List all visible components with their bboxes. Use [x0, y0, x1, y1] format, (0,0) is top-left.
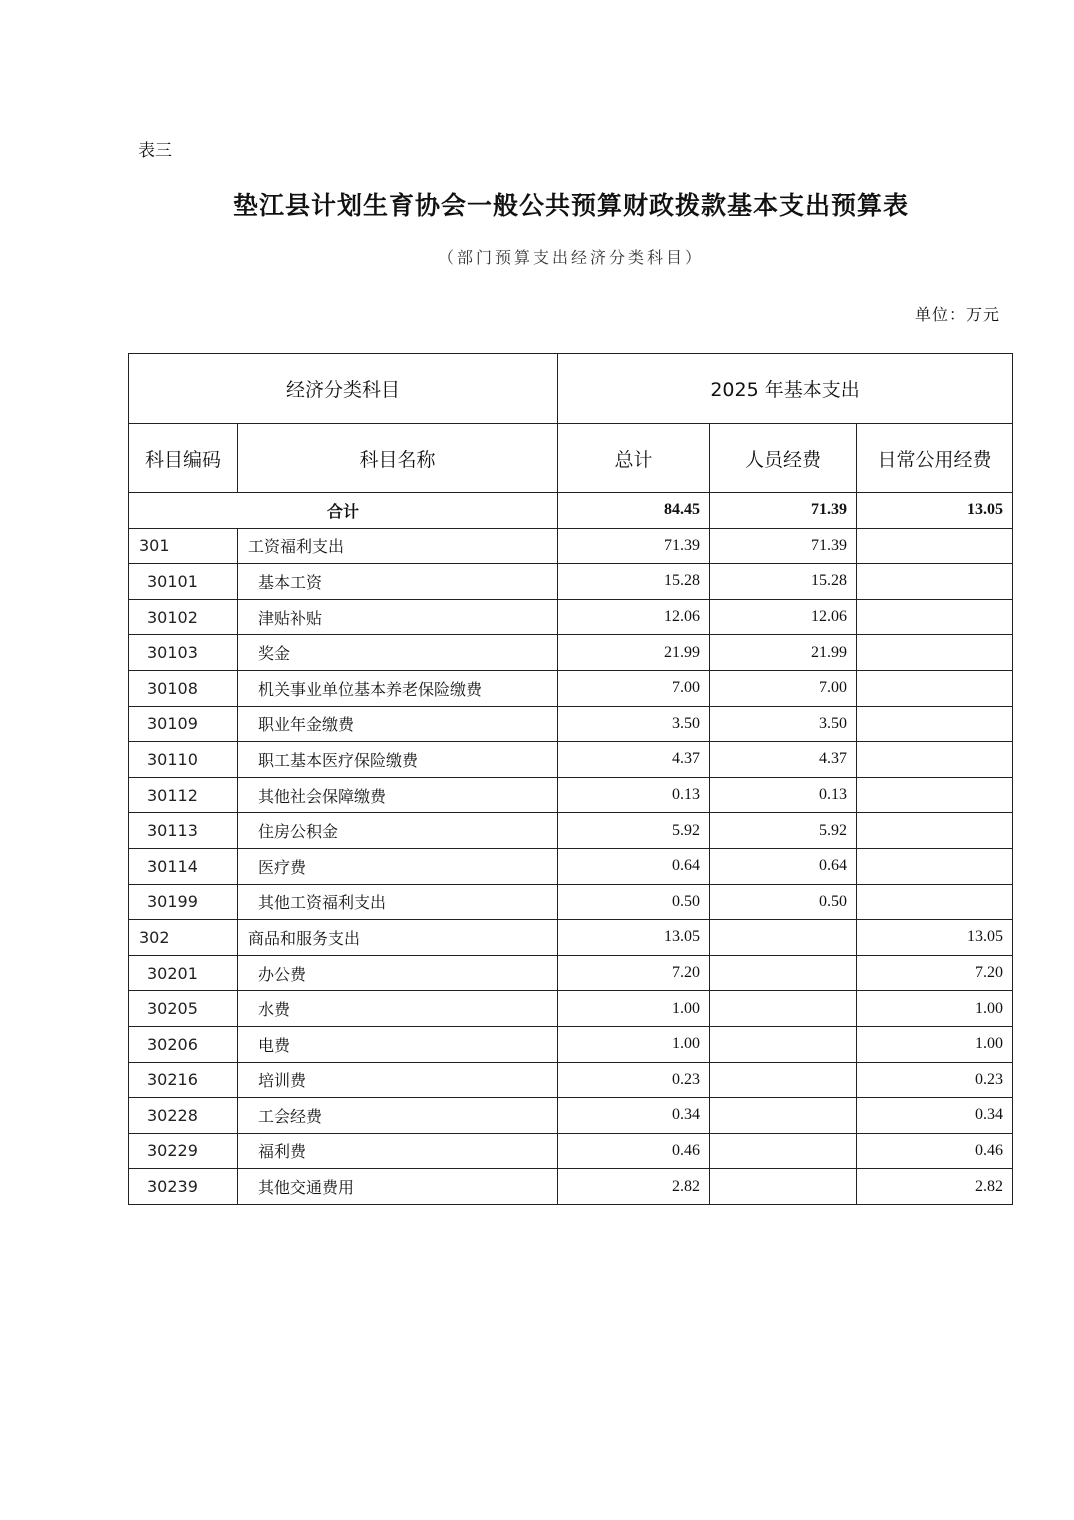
row-name: 培训费 [238, 1062, 558, 1098]
row-personnel: 5.92 [710, 813, 857, 849]
row-code: 30112 [129, 777, 238, 813]
row-name: 办公费 [238, 955, 558, 991]
table-row [129, 706, 1013, 742]
page-title: 垫江县计划生育协会一般公共预算财政拨款基本支出预算表 [232, 191, 909, 220]
row-public [857, 528, 1013, 564]
table-row [129, 955, 1013, 991]
row-name: 医疗费 [238, 848, 558, 884]
row-name: 福利费 [238, 1133, 558, 1169]
table-row [129, 1133, 1013, 1169]
row-total: 13.05 [558, 920, 710, 956]
row-personnel: 3.50 [710, 706, 857, 742]
table-row [129, 564, 1013, 600]
page-subtitle: （部门预算支出经济分类科目） [437, 248, 704, 267]
total-public: 13.05 [857, 493, 1013, 529]
row-personnel: 0.13 [710, 777, 857, 813]
row-name: 机关事业单位基本养老保险缴费 [238, 670, 558, 706]
row-name: 电费 [238, 1026, 558, 1062]
row-name: 住房公积金 [238, 813, 558, 849]
row-name: 奖金 [238, 635, 558, 671]
row-name: 其他社会保障缴费 [238, 777, 558, 813]
row-public [857, 813, 1013, 849]
row-name: 基本工资 [238, 564, 558, 600]
row-code: 30206 [129, 1026, 238, 1062]
row-personnel: 12.06 [710, 599, 857, 635]
row-code: 301 [129, 528, 238, 564]
row-personnel: 21.99 [710, 635, 857, 671]
table-row [129, 528, 1013, 564]
row-total: 1.00 [558, 1026, 710, 1062]
header-name: 科目名称 [238, 424, 558, 493]
header-econ-class: 经济分类科目 [129, 354, 558, 424]
row-total: 71.39 [558, 528, 710, 564]
row-total: 2.82 [558, 1169, 710, 1205]
row-personnel [710, 1098, 857, 1134]
unit-label: 单位：万元 [914, 305, 1000, 324]
row-personnel [710, 1169, 857, 1205]
header-personnel: 人员经费 [710, 424, 857, 493]
row-code: 30109 [129, 706, 238, 742]
row-personnel [710, 1062, 857, 1098]
budget-table [128, 353, 1013, 1205]
row-name: 水费 [238, 991, 558, 1027]
row-total: 5.92 [558, 813, 710, 849]
row-code: 30103 [129, 635, 238, 671]
row-public [857, 635, 1013, 671]
row-personnel [710, 920, 857, 956]
table-row [129, 1062, 1013, 1098]
row-personnel: 0.50 [710, 884, 857, 920]
table-row [129, 991, 1013, 1027]
row-personnel: 0.64 [710, 848, 857, 884]
row-public [857, 848, 1013, 884]
row-public [857, 777, 1013, 813]
row-total: 3.50 [558, 706, 710, 742]
table-row [129, 920, 1013, 956]
total-total: 84.45 [558, 493, 710, 529]
row-public [857, 706, 1013, 742]
row-personnel [710, 1133, 857, 1169]
row-name: 职工基本医疗保险缴费 [238, 742, 558, 778]
row-code: 30101 [129, 564, 238, 600]
header-total: 总计 [558, 424, 710, 493]
row-code: 30102 [129, 599, 238, 635]
row-name: 其他工资福利支出 [238, 884, 558, 920]
row-public: 1.00 [857, 991, 1013, 1027]
row-name: 职业年金缴费 [238, 706, 558, 742]
table-row [129, 635, 1013, 671]
row-code: 302 [129, 920, 238, 956]
row-name: 商品和服务支出 [238, 920, 558, 956]
row-public: 7.20 [857, 955, 1013, 991]
row-public [857, 564, 1013, 600]
row-public: 13.05 [857, 920, 1013, 956]
row-public [857, 599, 1013, 635]
header-code: 科目编码 [129, 424, 238, 493]
table-row [129, 742, 1013, 778]
table-row [129, 1026, 1013, 1062]
row-public [857, 884, 1013, 920]
table-row [129, 1169, 1013, 1205]
row-public [857, 742, 1013, 778]
row-code: 30229 [129, 1133, 238, 1169]
row-personnel [710, 955, 857, 991]
row-personnel [710, 991, 857, 1027]
row-name: 工会经费 [238, 1098, 558, 1134]
row-total: 0.23 [558, 1062, 710, 1098]
row-code: 30228 [129, 1098, 238, 1134]
table-row [129, 1098, 1013, 1134]
header-year-expense: 2025 年基本支出 [558, 354, 1013, 424]
row-total: 1.00 [558, 991, 710, 1027]
row-total: 12.06 [558, 599, 710, 635]
row-personnel: 71.39 [710, 528, 857, 564]
row-total: 15.28 [558, 564, 710, 600]
row-code: 30114 [129, 848, 238, 884]
row-code: 30113 [129, 813, 238, 849]
row-code: 30199 [129, 884, 238, 920]
row-code: 30216 [129, 1062, 238, 1098]
header-public: 日常公用经费 [857, 424, 1013, 493]
row-total: 7.00 [558, 670, 710, 706]
row-total: 21.99 [558, 635, 710, 671]
row-name: 其他交通费用 [238, 1169, 558, 1205]
row-public: 2.82 [857, 1169, 1013, 1205]
row-total: 0.64 [558, 848, 710, 884]
row-total: 0.34 [558, 1098, 710, 1134]
row-name: 津贴补贴 [238, 599, 558, 635]
table-row [129, 884, 1013, 920]
table-number-label: 表三 [138, 141, 172, 161]
row-code: 30110 [129, 742, 238, 778]
row-code: 30239 [129, 1169, 238, 1205]
total-row [129, 493, 1013, 529]
table-row [129, 813, 1013, 849]
row-total: 0.46 [558, 1133, 710, 1169]
total-label: 合计 [129, 493, 558, 529]
table-row [129, 777, 1013, 813]
table-row [129, 848, 1013, 884]
row-name: 工资福利支出 [238, 528, 558, 564]
row-total: 4.37 [558, 742, 710, 778]
table-row [129, 670, 1013, 706]
row-public: 0.46 [857, 1133, 1013, 1169]
row-total: 7.20 [558, 955, 710, 991]
header-row-columns [129, 424, 1013, 493]
row-personnel [710, 1026, 857, 1062]
table-row [129, 599, 1013, 635]
header-row-top [129, 354, 1013, 424]
row-public [857, 670, 1013, 706]
total-personnel: 71.39 [710, 493, 857, 529]
row-code: 30205 [129, 991, 238, 1027]
row-personnel: 7.00 [710, 670, 857, 706]
row-total: 0.50 [558, 884, 710, 920]
row-public: 0.23 [857, 1062, 1013, 1098]
row-public: 0.34 [857, 1098, 1013, 1134]
row-personnel: 4.37 [710, 742, 857, 778]
row-personnel: 15.28 [710, 564, 857, 600]
row-code: 30108 [129, 670, 238, 706]
row-public: 1.00 [857, 1026, 1013, 1062]
row-code: 30201 [129, 955, 238, 991]
row-total: 0.13 [558, 777, 710, 813]
